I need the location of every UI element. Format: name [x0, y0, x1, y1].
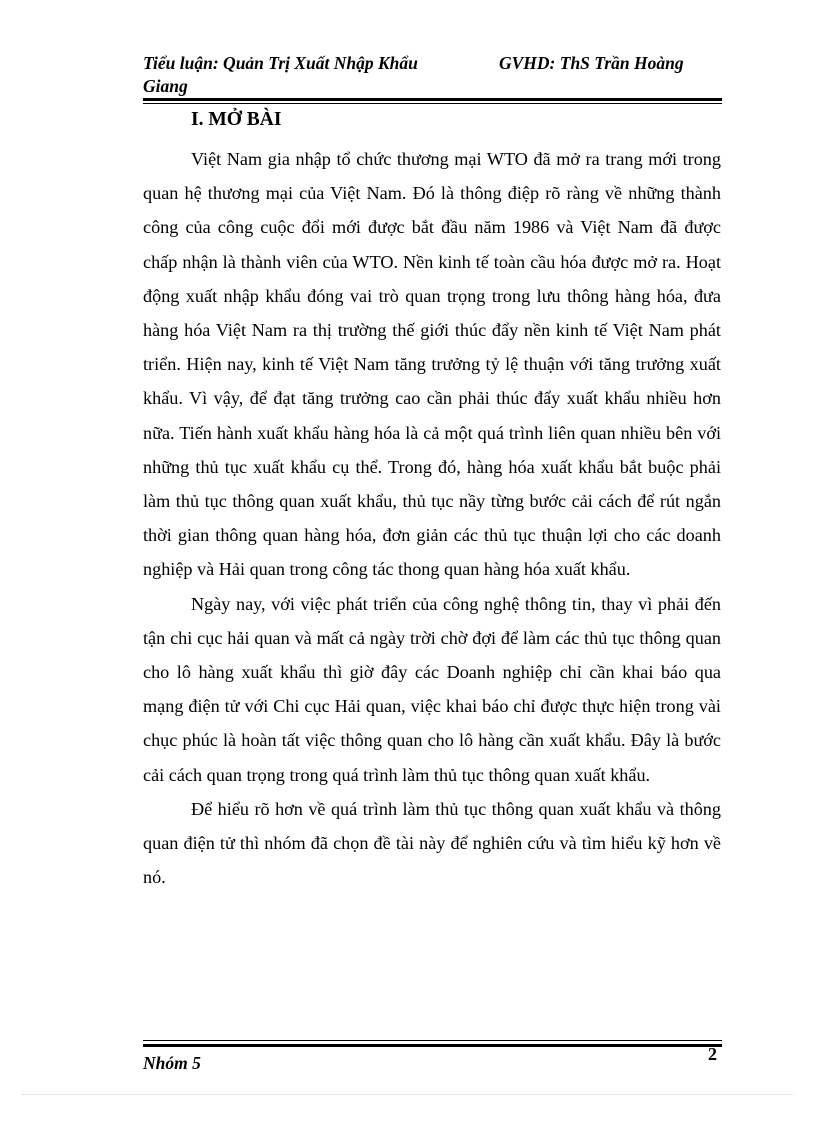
page-number: 2 — [708, 1044, 717, 1064]
advisor-label: GVHD: ThS Trần Hoàng — [499, 53, 684, 73]
footer-rule-thin — [143, 1040, 722, 1041]
paragraph-intro: Việt Nam gia nhập tổ chức thương mại WTO đã mở ra trang mới trong quan hệ thương mại của Việt Nam. Đó là thông điệp rõ ràng về những thành công của công cuộc đổi mới được bắt đầu năm 1986 và Việt Nam đã được chấp nhận là thành viên của WTO. Nền kinh tế toàn cầu hóa được mở ra. Hoạt động xuất nhập khẩu đóng vai trò quan trọng trong lưu thông hàng hóa, đưa hàng hóa Việt Nam ra thị trường thế giới thúc đẩy nền kinh tế Việt Nam phát triển. Hiện nay, kinh tế Việt Nam tăng trưởng tỷ lệ thuận với tăng trưởng xuất khẩu. Vì vậy, để đạt tăng trưởng cao cần phải thúc đẩy xuất khẩu nhiều hơn nữa. Tiến hành xuất khẩu hàng hóa là cả một quá trình liên quan nhiều bên với những thủ tục xuất khẩu cụ thể. Trong đó, hàng hóa xuất khẩu bắt buộc phải làm thủ tục thông quan xuất khẩu, thủ tục nầy từng bước cải cách để rút ngắn thời gian thông quan hàng hóa, đơn giản các thủ tục thuận lợi cho các doanh nghiệp và Hải quan trong công tác thong quan hàng hóa xuất khẩu. — [143, 149, 721, 580]
section-heading: I. MỞ BÀI — [191, 109, 282, 130]
paragraph-technology: Ngày nay, với việc phát triển của công nghệ thông tin, thay vì phải đến tận chi cục hải quan và mất cả ngày trời chờ đợi để làm các thủ tục thông quan cho lô hàng xuất khẩu thì giờ đây các Doanh nghiệp chỉ cần khai báo qua mạng điện tử với Chi cục Hải quan, việc khai báo chỉ được thực hiện trong vài chục phúc là hoàn tất việc thông quan cho lô hàng cần xuất khẩu. Đây là bước cải cách quan trọng trong quá trình làm thủ tục thông quan xuất khẩu. — [143, 593, 721, 785]
paragraph-purpose: Để hiểu rõ hơn về quá trình làm thủ tục thông quan xuất khẩu và thông quan điện tử thì nhóm đã chọn đề tài này để nghiên cứu và tìm hiểu kỹ hơn về nó. — [143, 798, 721, 888]
body-text — [143, 142, 721, 894]
document-title: Tiểu luận: Quản Trị Xuất Nhập Khẩu — [143, 53, 418, 73]
header-rule-thin — [143, 103, 722, 104]
page-edge-divider — [22, 1094, 794, 1095]
advisor-name-continued: Giang — [143, 76, 188, 96]
page-header — [143, 51, 723, 97]
footer-group-name: Nhóm 5 — [143, 1053, 201, 1073]
header-rule-thick — [143, 98, 722, 101]
footer-rule-thick — [143, 1044, 722, 1047]
header-line — [143, 51, 723, 75]
